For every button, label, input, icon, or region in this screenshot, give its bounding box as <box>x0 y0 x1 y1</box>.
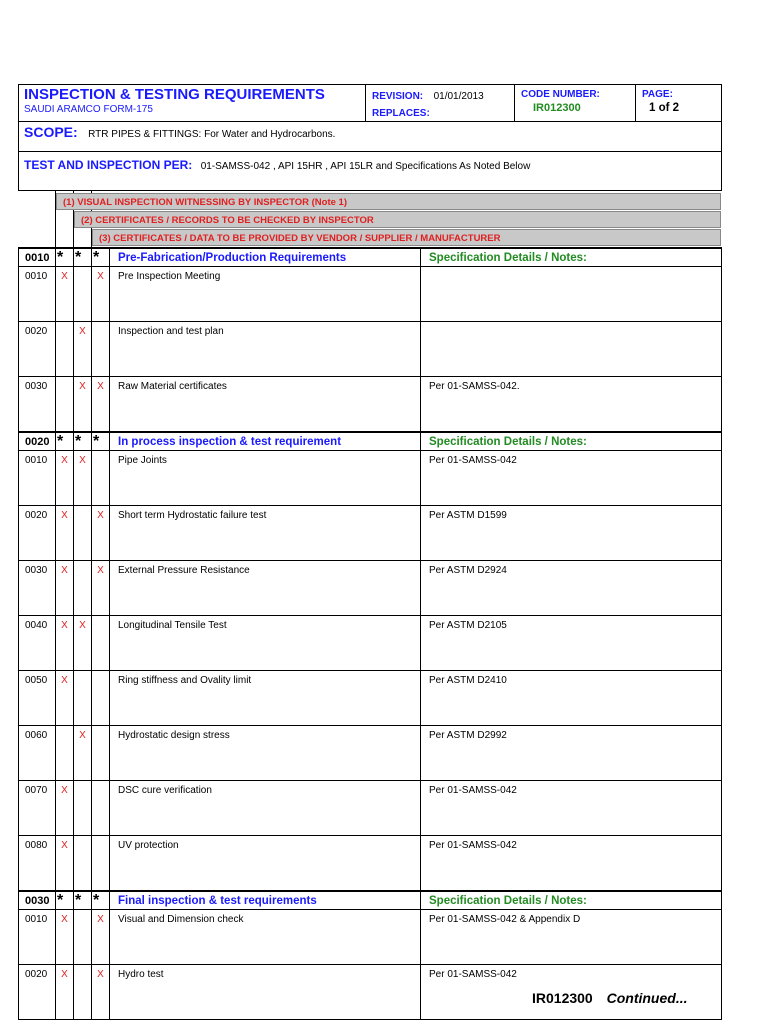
table-row <box>19 781 722 836</box>
mark-visual <box>56 322 74 377</box>
star-mark: * <box>92 432 110 451</box>
section-spec-header: Specification Details / Notes: <box>421 432 722 451</box>
mark-records <box>74 267 92 322</box>
test-inspection-label: TEST AND INSPECTION PER: <box>24 158 193 172</box>
mark-records: X <box>74 377 92 433</box>
table-row <box>19 616 722 671</box>
mark-records: X <box>74 451 92 506</box>
inspection-legend <box>18 191 721 247</box>
row-description: DSC cure verification <box>110 781 421 836</box>
legend-note-3: (3) CERTIFICATES / DATA TO BE PROVIDED BY VENDOR / SUPPLIER / MANUFACTURER <box>92 229 721 246</box>
page-value: 1 of 2 <box>649 102 680 114</box>
table-row <box>19 451 722 506</box>
table-row <box>19 267 722 322</box>
table-row <box>19 322 722 377</box>
mark-visual <box>56 377 74 433</box>
row-spec: Per ASTM D2992 <box>421 726 722 781</box>
mark-certificates <box>92 781 110 836</box>
star-mark: * <box>74 248 92 267</box>
table-row <box>19 506 722 561</box>
mark-certificates <box>92 322 110 377</box>
test-inspection-value: 01-SAMSS-042 , API 15HR , API 15LR and Specifications As Noted Below <box>200 161 531 172</box>
row-description: Visual and Dimension check <box>110 910 421 965</box>
row-code: 0020 <box>19 506 56 561</box>
section-spec-header: Specification Details / Notes: <box>421 248 722 267</box>
row-description: Pipe Joints <box>110 451 421 506</box>
mark-visual: X <box>56 561 74 616</box>
scope-label: SCOPE: <box>24 124 78 140</box>
row-spec: Per 01-SAMSS-042. <box>421 377 722 433</box>
row-spec: Per 01-SAMSS-042 <box>421 451 722 506</box>
revision-value: 01/01/2013 <box>433 91 484 102</box>
page-footer <box>532 990 688 1006</box>
section-title: In process inspection & test requirement <box>110 432 421 451</box>
section-code: 0020 <box>19 432 56 451</box>
section-header <box>19 432 722 451</box>
row-description: Pre Inspection Meeting <box>110 267 421 322</box>
form-header <box>18 84 722 191</box>
row-code: 0010 <box>19 267 56 322</box>
scope-cell <box>19 122 722 152</box>
code-number-cell <box>515 85 636 122</box>
mark-visual: X <box>56 910 74 965</box>
revision-label: REVISION: <box>372 91 424 102</box>
mark-certificates: X <box>92 965 110 1020</box>
section-title: Pre-Fabrication/Production Requirements <box>110 248 421 267</box>
page-label: PAGE: <box>642 89 673 100</box>
table-row <box>19 726 722 781</box>
mark-records: X <box>74 322 92 377</box>
mark-visual: X <box>56 506 74 561</box>
row-code: 0080 <box>19 836 56 892</box>
row-spec: Per ASTM D2410 <box>421 671 722 726</box>
row-description: Longitudinal Tensile Test <box>110 616 421 671</box>
row-description: Raw Material certificates <box>110 377 421 433</box>
mark-visual <box>56 726 74 781</box>
mark-certificates: X <box>92 506 110 561</box>
row-spec <box>421 267 722 322</box>
mark-certificates: X <box>92 377 110 433</box>
star-mark: * <box>74 432 92 451</box>
page-cell <box>636 85 722 122</box>
requirements-table <box>18 247 722 1020</box>
replaces-label: REPLACES: <box>372 108 430 119</box>
star-mark: * <box>56 891 74 910</box>
row-spec: Per ASTM D1599 <box>421 506 722 561</box>
mark-certificates <box>92 671 110 726</box>
mark-certificates <box>92 726 110 781</box>
mark-certificates <box>92 451 110 506</box>
mark-records <box>74 506 92 561</box>
mark-records: X <box>74 616 92 671</box>
mark-visual: X <box>56 965 74 1020</box>
table-row <box>19 377 722 433</box>
row-description: External Pressure Resistance <box>110 561 421 616</box>
row-code: 0030 <box>19 561 56 616</box>
star-mark: * <box>92 891 110 910</box>
title-cell <box>19 85 366 122</box>
row-description: Inspection and test plan <box>110 322 421 377</box>
code-number-value: IR012300 <box>533 102 581 114</box>
footer-continued: Continued... <box>606 990 688 1006</box>
row-code: 0030 <box>19 377 56 433</box>
mark-records: X <box>74 726 92 781</box>
row-code: 0010 <box>19 451 56 506</box>
section-spec-header: Specification Details / Notes: <box>421 891 722 910</box>
mark-records <box>74 671 92 726</box>
row-spec: Per 01-SAMSS-042 <box>421 965 722 1020</box>
mark-visual: X <box>56 671 74 726</box>
section-code: 0010 <box>19 248 56 267</box>
mark-visual: X <box>56 836 74 892</box>
row-code: 0070 <box>19 781 56 836</box>
row-spec: Per 01-SAMSS-042 <box>421 781 722 836</box>
row-spec: Per 01-SAMSS-042 <box>421 836 722 892</box>
scope-value: RTR PIPES & FITTINGS: For Water and Hydrocarbons. <box>88 129 336 140</box>
code-number-label: CODE NUMBER: <box>521 89 600 100</box>
row-description: Ring stiffness and Ovality limit <box>110 671 421 726</box>
inspection-form <box>18 84 721 1020</box>
star-mark: * <box>56 248 74 267</box>
mark-records <box>74 965 92 1020</box>
row-spec: Per 01-SAMSS-042 & Appendix D <box>421 910 722 965</box>
mark-records <box>74 910 92 965</box>
table-row <box>19 836 722 892</box>
mark-certificates: X <box>92 561 110 616</box>
mark-visual: X <box>56 451 74 506</box>
row-spec: Per ASTM D2105 <box>421 616 722 671</box>
mark-visual: X <box>56 267 74 322</box>
row-code: 0060 <box>19 726 56 781</box>
table-row <box>19 910 722 965</box>
mark-certificates: X <box>92 267 110 322</box>
star-mark: * <box>92 248 110 267</box>
section-code: 0030 <box>19 891 56 910</box>
legend-note-2: (2) CERTIFICATES / RECORDS TO BE CHECKED BY INSPECTOR <box>74 211 721 228</box>
test-inspection-cell <box>19 152 722 191</box>
row-spec <box>421 322 722 377</box>
mark-certificates: X <box>92 910 110 965</box>
section-header <box>19 891 722 910</box>
form-title: INSPECTION & TESTING REQUIREMENTS <box>24 86 325 103</box>
row-description: Hydro test <box>110 965 421 1020</box>
mark-records <box>74 561 92 616</box>
row-description: UV protection <box>110 836 421 892</box>
row-code: 0010 <box>19 910 56 965</box>
form-name: SAUDI ARAMCO FORM-175 <box>24 104 153 115</box>
mark-records <box>74 781 92 836</box>
row-code: 0050 <box>19 671 56 726</box>
row-description: Hydrostatic design stress <box>110 726 421 781</box>
table-row <box>19 561 722 616</box>
row-spec: Per ASTM D2924 <box>421 561 722 616</box>
table-row <box>19 671 722 726</box>
star-mark: * <box>56 432 74 451</box>
mark-visual: X <box>56 616 74 671</box>
row-description: Short term Hydrostatic failure test <box>110 506 421 561</box>
row-code: 0040 <box>19 616 56 671</box>
legend-note-1: (1) VISUAL INSPECTION WITNESSING BY INSPECTOR (Note 1) <box>56 193 721 210</box>
row-code: 0020 <box>19 965 56 1020</box>
mark-certificates <box>92 616 110 671</box>
row-code: 0020 <box>19 322 56 377</box>
mark-certificates <box>92 836 110 892</box>
star-mark: * <box>74 891 92 910</box>
section-title: Final inspection & test requirements <box>110 891 421 910</box>
mark-visual: X <box>56 781 74 836</box>
section-header <box>19 248 722 267</box>
revision-cell <box>366 85 515 122</box>
mark-records <box>74 836 92 892</box>
footer-code: IR012300 <box>532 990 593 1006</box>
